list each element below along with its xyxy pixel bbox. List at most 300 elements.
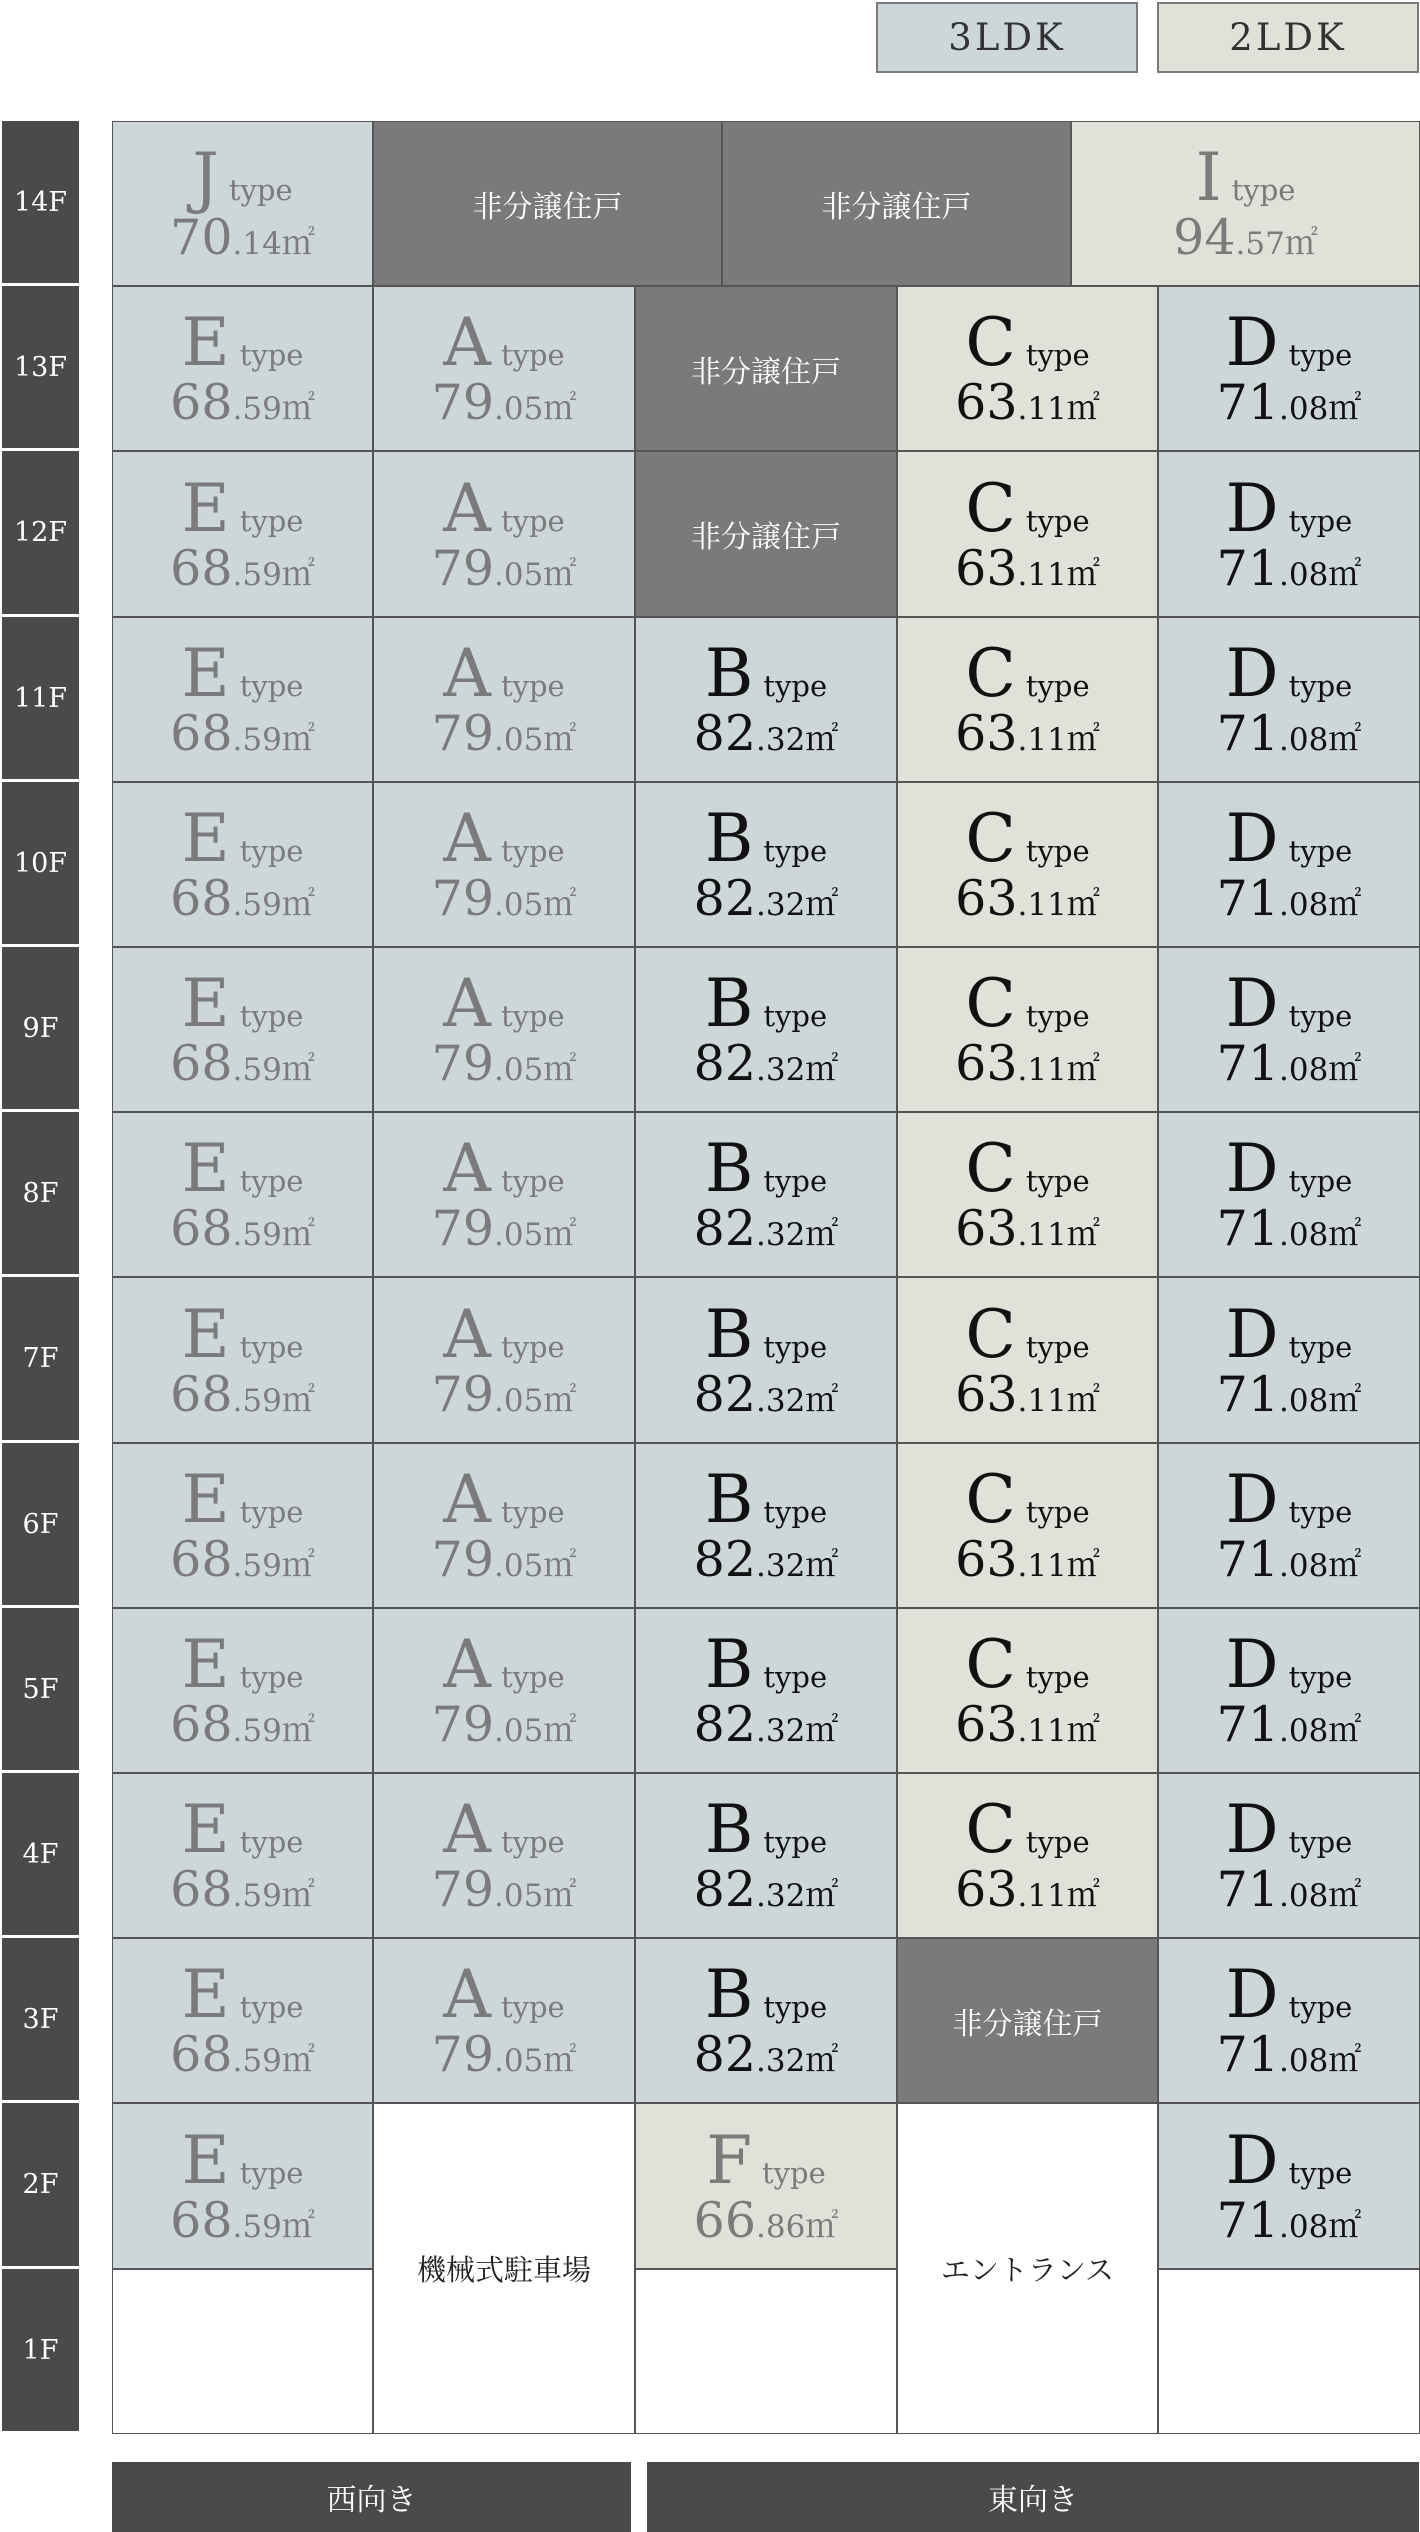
unit-cell-c	[897, 947, 1158, 1112]
type-letter: E	[181, 1295, 230, 1373]
area-decimal: .59	[232, 2208, 282, 2245]
west-facing-label: 西向き	[112, 2462, 631, 2532]
type-letter: C	[965, 469, 1016, 547]
type-heading	[1225, 1956, 1353, 2033]
area	[693, 2191, 839, 2249]
type-heading	[181, 1626, 304, 1703]
type-letter: D	[1225, 965, 1279, 1042]
area-unit: ㎡	[281, 388, 315, 427]
type-heading	[192, 139, 293, 216]
type-word: type	[763, 1495, 828, 1529]
type-heading	[704, 1626, 828, 1703]
area-integer: 68	[170, 2026, 233, 2083]
area-decimal: .59	[232, 2043, 282, 2079]
type-letter: D	[1225, 1956, 1279, 2033]
area-unit: ㎡	[1066, 553, 1100, 593]
area-decimal: .05	[494, 1548, 544, 1584]
floor-label: 2F	[2, 2103, 79, 2269]
area-decimal: .59	[232, 1548, 282, 1584]
floor-label: 12F	[2, 451, 79, 617]
area	[693, 1035, 839, 1092]
area	[431, 1035, 577, 1092]
unit-cell-b	[635, 1443, 897, 1608]
area-unit: ㎡	[805, 884, 839, 923]
parking-cell	[373, 2103, 635, 2434]
unit-cell-c	[897, 782, 1158, 947]
unit-cell-a	[373, 1938, 635, 2103]
area	[170, 870, 315, 927]
type-letter: D	[1225, 1295, 1279, 1373]
area-integer: 63	[955, 870, 1018, 927]
type-letter: A	[443, 965, 491, 1042]
area-decimal: .08	[1279, 1548, 1329, 1584]
unit-cell-a	[373, 286, 635, 451]
area-decimal: .59	[232, 1382, 282, 1419]
type-word: type	[1288, 1495, 1353, 1529]
area-decimal: .08	[1279, 1052, 1329, 1088]
type-word: type	[239, 999, 304, 1033]
area-integer: 68	[170, 374, 233, 431]
type-letter: D	[1225, 304, 1279, 381]
unit-cell-e	[112, 617, 373, 782]
area-decimal: .05	[494, 1382, 544, 1419]
area-unit: ㎡	[1328, 2040, 1362, 2079]
area	[693, 2026, 839, 2083]
unit-cell-c	[897, 451, 1158, 617]
area-decimal: .32	[756, 2043, 806, 2079]
area-decimal: .11	[1017, 556, 1067, 593]
area-unit: ㎡	[805, 1710, 839, 1749]
area	[170, 1200, 315, 1257]
type-letter: C	[965, 1791, 1016, 1868]
area	[693, 1696, 839, 1753]
area-unit: ㎡	[805, 1545, 839, 1584]
area	[955, 705, 1100, 762]
area	[170, 1035, 315, 1092]
area	[1216, 2191, 1362, 2249]
unit-cell-b	[635, 1277, 897, 1443]
area-decimal: .05	[494, 722, 544, 758]
floor-label: 6F	[2, 1443, 79, 1608]
area-unit: ㎡	[1066, 1049, 1100, 1088]
type-letter: C	[965, 1626, 1016, 1703]
area	[1216, 539, 1362, 597]
type-heading	[965, 800, 1090, 877]
unit-cell-b	[635, 1938, 897, 2103]
area	[955, 1035, 1100, 1092]
area-integer: 71	[1216, 1861, 1280, 1918]
type-letter: B	[704, 1130, 754, 1207]
area	[1216, 1365, 1362, 1423]
floor-label: 1F	[2, 2269, 79, 2434]
area-decimal: .08	[1279, 391, 1329, 427]
unit-cell-c	[897, 1443, 1158, 1608]
area-decimal: .05	[494, 887, 544, 923]
area-unit: ㎡	[543, 2040, 577, 2079]
parking-label: 機械式駐車場	[416, 2253, 591, 2287]
type-heading	[704, 965, 828, 1042]
area-integer: 79	[431, 1200, 495, 1257]
unit-cell-d	[1158, 617, 1420, 782]
floor-label: 7F	[2, 1277, 79, 1443]
type-letter: J	[192, 139, 219, 216]
area	[955, 539, 1100, 597]
type-heading	[1195, 139, 1296, 216]
area-unit: ㎡	[1066, 1379, 1100, 1419]
area-decimal: .11	[1017, 722, 1067, 758]
area-unit: ㎡	[805, 719, 839, 758]
unit-cell-e	[112, 1608, 373, 1773]
type-word: type	[228, 173, 293, 207]
entrance-label: エントランス	[940, 2253, 1115, 2287]
floor-label: 5F	[2, 1608, 79, 1773]
type-heading	[1225, 635, 1353, 712]
area-unit: ㎡	[281, 1379, 315, 1419]
area-unit: ㎡	[1328, 1379, 1362, 1419]
type-word: type	[1025, 1164, 1090, 1198]
type-heading	[965, 469, 1090, 547]
type-word: type	[1025, 669, 1090, 703]
area-integer: 71	[1216, 539, 1280, 597]
type-word: type	[1025, 1329, 1090, 1364]
area	[170, 1696, 315, 1753]
type-word: type	[500, 669, 565, 703]
area	[431, 1365, 577, 1423]
area-decimal: .11	[1017, 887, 1067, 923]
unit-cell-e	[112, 1773, 373, 1938]
area-unit: ㎡	[543, 884, 577, 923]
type-word: type	[500, 999, 565, 1033]
area-decimal: .86	[756, 2208, 806, 2245]
area-unit: ㎡	[1328, 388, 1362, 427]
unit-cell-a	[373, 1443, 635, 1608]
unit-cell-d	[1158, 2103, 1420, 2269]
area-integer: 94	[1173, 209, 1236, 266]
area-decimal: .32	[756, 1548, 806, 1584]
type-heading	[704, 800, 828, 877]
area-integer: 68	[170, 2191, 233, 2249]
area	[170, 539, 315, 597]
type-letter: E	[181, 1461, 230, 1538]
area	[955, 1861, 1100, 1918]
type-letter: E	[181, 635, 230, 712]
area-decimal: .32	[756, 1713, 806, 1749]
type-heading	[965, 1295, 1090, 1373]
type-letter: D	[1225, 2121, 1279, 2199]
area	[1216, 1035, 1362, 1092]
unit-cell-j	[112, 121, 373, 286]
area-decimal: .05	[494, 556, 544, 593]
area-unit: ㎡	[1066, 1710, 1100, 1749]
area-integer: 71	[1216, 2026, 1280, 2083]
type-heading	[1225, 1130, 1353, 1207]
area-integer: 63	[955, 1365, 1018, 1423]
area-integer: 68	[170, 1696, 233, 1753]
empty-cell	[635, 2269, 897, 2434]
area-integer: 71	[1216, 1035, 1280, 1092]
type-word: type	[763, 834, 828, 868]
type-word: type	[1231, 173, 1296, 207]
type-word: type	[239, 1660, 304, 1694]
area-unit: ㎡	[543, 1379, 577, 1419]
type-heading	[181, 469, 304, 547]
area-unit: ㎡	[543, 388, 577, 427]
unit-cell-c	[897, 1277, 1158, 1443]
area-decimal: .11	[1017, 391, 1067, 427]
type-heading	[965, 1461, 1090, 1538]
type-heading	[181, 1130, 304, 1207]
area-decimal: .08	[1279, 1878, 1329, 1914]
unit-cell-c	[897, 1112, 1158, 1277]
area-integer: 63	[955, 539, 1018, 597]
type-heading	[965, 1626, 1090, 1703]
area	[1216, 1531, 1362, 1588]
type-heading	[1225, 2121, 1353, 2199]
area-unit: ㎡	[1328, 884, 1362, 923]
area-integer: 68	[170, 539, 233, 597]
type-heading	[181, 1461, 304, 1538]
area-integer: 82	[693, 1200, 757, 1257]
area-decimal: .11	[1017, 1548, 1067, 1584]
type-word: type	[500, 1990, 565, 2024]
unit-cell-d	[1158, 451, 1420, 617]
type-letter: E	[181, 2121, 230, 2199]
area-decimal: .05	[494, 1217, 544, 1253]
area-decimal: .08	[1279, 1217, 1329, 1253]
type-word: type	[1025, 999, 1090, 1033]
type-word: type	[500, 503, 565, 538]
type-letter: E	[181, 965, 230, 1042]
floor-label: 10F	[2, 782, 79, 947]
area-decimal: .11	[1017, 1052, 1067, 1088]
type-word: type	[1025, 834, 1090, 868]
area-integer: 71	[1216, 1365, 1280, 1423]
area	[1216, 705, 1362, 762]
area-decimal: .08	[1279, 1713, 1329, 1749]
type-word: type	[1288, 1825, 1353, 1859]
type-heading	[443, 1956, 565, 2033]
area-decimal: .11	[1017, 1713, 1067, 1749]
area	[431, 2026, 577, 2083]
type-heading	[1225, 1626, 1353, 1703]
type-letter: D	[1225, 1626, 1279, 1703]
area-integer: 68	[170, 1365, 233, 1423]
unit-cell-a	[373, 1112, 635, 1277]
area-unit: ㎡	[1328, 1875, 1362, 1914]
type-heading	[181, 1295, 304, 1373]
area-integer: 63	[955, 374, 1018, 431]
area	[1216, 870, 1362, 927]
area-integer: 79	[431, 870, 495, 927]
unit-cell-d	[1158, 1277, 1420, 1443]
area-unit: ㎡	[805, 2205, 839, 2245]
area-unit: ㎡	[543, 553, 577, 593]
area-unit: ㎡	[1328, 1710, 1362, 1749]
area-decimal: .14	[232, 226, 282, 262]
type-heading	[704, 1130, 828, 1207]
type-letter: A	[443, 1791, 491, 1868]
area-unit: ㎡	[1328, 1049, 1362, 1088]
type-letter: D	[1225, 1461, 1279, 1538]
unit-cell-d	[1158, 286, 1420, 451]
type-word: type	[763, 669, 828, 703]
type-letter: A	[443, 1461, 491, 1538]
area-decimal: .59	[232, 1217, 282, 1253]
unit-cell-b	[635, 617, 897, 782]
type-word: type	[1025, 1495, 1090, 1529]
type-word: type	[239, 669, 304, 703]
type-heading	[704, 1295, 828, 1373]
type-heading	[443, 635, 565, 712]
type-letter: A	[443, 800, 491, 877]
unit-cell-f	[635, 2103, 897, 2269]
area-unit: ㎡	[543, 1545, 577, 1584]
type-word: type	[1025, 338, 1090, 372]
area-decimal: .57	[1235, 226, 1285, 262]
area-unit: ㎡	[1066, 1545, 1100, 1584]
type-letter: D	[1225, 800, 1279, 877]
type-letter: A	[443, 1130, 491, 1207]
area-unit: ㎡	[281, 1710, 315, 1749]
area	[170, 2191, 315, 2249]
type-letter: D	[1225, 1130, 1279, 1207]
area-integer: 79	[431, 1861, 495, 1918]
type-word: type	[763, 1329, 828, 1364]
type-letter: I	[1195, 139, 1222, 216]
area	[955, 1531, 1100, 1588]
area	[1216, 2026, 1362, 2083]
area	[431, 705, 577, 762]
type-word: type	[239, 1990, 304, 2024]
area-integer: 63	[955, 705, 1018, 762]
type-word: type	[500, 834, 565, 868]
unit-cell-e	[112, 286, 373, 451]
area-unit: ㎡	[281, 2205, 315, 2245]
type-heading	[965, 1791, 1090, 1868]
type-heading	[704, 1791, 828, 1868]
unit-cell-b	[635, 1112, 897, 1277]
unit-cell-a	[373, 947, 635, 1112]
area-integer: 71	[1216, 705, 1280, 762]
area-decimal: .05	[494, 1052, 544, 1088]
type-word: type	[239, 503, 304, 538]
area-decimal: .11	[1017, 1217, 1067, 1253]
type-word: type	[763, 1825, 828, 1859]
unit-cell-d	[1158, 1112, 1420, 1277]
area-decimal: .59	[232, 1052, 282, 1088]
area-decimal: .32	[756, 1878, 806, 1914]
unit-cell-b	[635, 782, 897, 947]
area-decimal: .05	[494, 2043, 544, 2079]
type-heading	[1225, 965, 1353, 1042]
type-letter: B	[704, 1461, 754, 1538]
unit-cell-b	[635, 947, 897, 1112]
type-word: type	[763, 1990, 828, 2024]
area-decimal: .32	[756, 1217, 806, 1253]
type-heading	[443, 965, 565, 1042]
area-integer: 79	[431, 1035, 495, 1092]
type-word: type	[1025, 1660, 1090, 1694]
area-integer: 71	[1216, 1696, 1280, 1753]
type-word: type	[763, 999, 828, 1033]
area-unit: ㎡	[1328, 719, 1362, 758]
area-decimal: .08	[1279, 2043, 1329, 2079]
type-word: type	[500, 338, 565, 372]
not-for-sale-cell: 非分譲住戸	[635, 451, 897, 617]
area-unit: ㎡	[805, 1049, 839, 1088]
area-decimal: .08	[1279, 2208, 1329, 2245]
area-unit: ㎡	[1328, 1214, 1362, 1253]
type-letter: D	[1225, 635, 1279, 712]
type-heading	[443, 800, 565, 877]
area	[693, 1200, 839, 1257]
area-decimal: .59	[232, 887, 282, 923]
type-word: type	[239, 338, 304, 372]
type-word: type	[500, 1825, 565, 1859]
type-letter: D	[1225, 1791, 1279, 1868]
type-heading	[443, 1626, 565, 1703]
unit-cell-d	[1158, 1773, 1420, 1938]
unit-cell-a	[373, 1773, 635, 1938]
type-word: type	[1288, 1660, 1353, 1694]
area-integer: 71	[1216, 374, 1280, 431]
type-letter: B	[704, 965, 754, 1042]
unit-cell-c	[897, 617, 1158, 782]
area	[431, 1531, 577, 1588]
unit-cell-e	[112, 1112, 373, 1277]
area-unit: ㎡	[281, 553, 315, 593]
type-heading	[181, 1956, 304, 2033]
type-word: type	[239, 2155, 304, 2190]
type-letter: E	[181, 800, 230, 877]
area-unit: ㎡	[543, 1875, 577, 1914]
area	[693, 870, 839, 927]
area-integer: 68	[170, 1531, 233, 1588]
area-decimal: .08	[1279, 1382, 1329, 1419]
area-integer: 79	[431, 705, 495, 762]
area-integer: 63	[955, 1035, 1018, 1092]
area	[431, 1200, 577, 1257]
area	[955, 1200, 1100, 1257]
unit-cell-c	[897, 286, 1158, 451]
type-heading	[704, 1461, 828, 1538]
type-heading	[704, 1956, 828, 2033]
type-word: type	[1288, 1990, 1353, 2024]
type-letter: A	[443, 1295, 491, 1373]
area-integer: 63	[955, 1861, 1018, 1918]
type-letter: E	[181, 1130, 230, 1207]
type-letter: F	[706, 2121, 753, 2199]
area-decimal: .08	[1279, 887, 1329, 923]
type-letter: A	[443, 1956, 491, 2033]
area-unit: ㎡	[281, 2040, 315, 2079]
area-integer: 82	[693, 870, 757, 927]
area-integer: 68	[170, 1861, 233, 1918]
area-integer: 82	[693, 2026, 757, 2083]
area	[955, 374, 1100, 431]
type-heading	[965, 1130, 1090, 1207]
area-integer: 68	[170, 1200, 233, 1257]
area-unit: ㎡	[543, 1214, 577, 1253]
type-heading	[181, 1791, 304, 1868]
type-word: type	[1288, 2155, 1353, 2190]
type-letter: E	[181, 1626, 230, 1703]
type-word: type	[1025, 503, 1090, 538]
type-letter: B	[704, 1295, 754, 1373]
unit-cell-d	[1158, 782, 1420, 947]
area	[431, 374, 577, 431]
type-letter: E	[181, 1791, 230, 1868]
